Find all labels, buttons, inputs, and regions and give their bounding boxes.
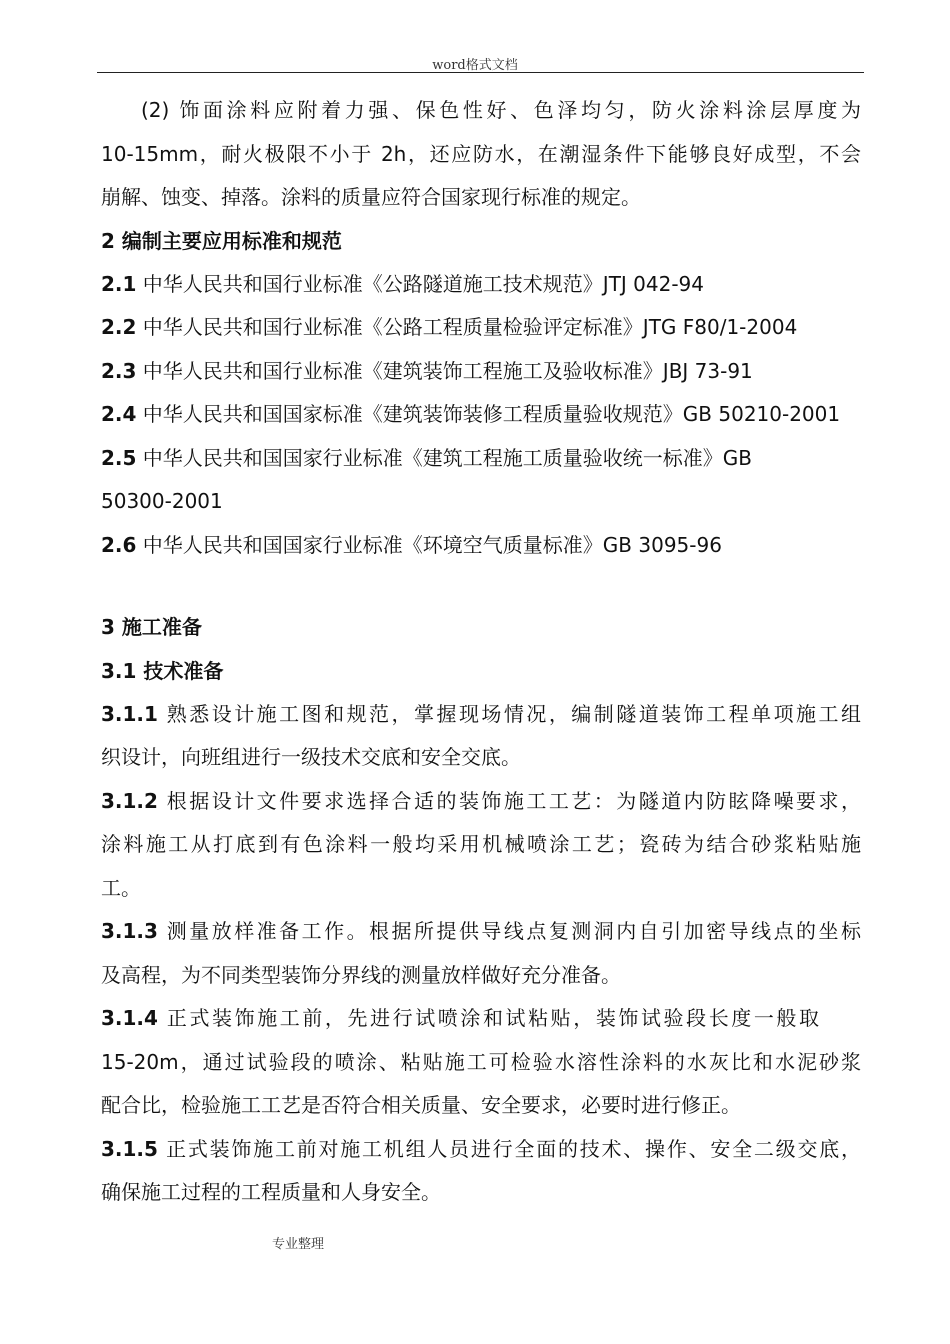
clause-text: 测量放样准备工作。根据所提供导线点复测洞内自引加密导线点的坐标 bbox=[157, 919, 861, 943]
page-header: word格式文档 bbox=[432, 58, 518, 73]
item-number: 2.5 bbox=[101, 446, 137, 470]
clause-line bbox=[101, 1134, 861, 1164]
clause-line: 工。 bbox=[101, 876, 141, 900]
clause-line bbox=[101, 916, 861, 946]
clause-number: 3.1.2 bbox=[101, 789, 158, 813]
clause-line: 涂料施工从打底到有色涂料一般均采用机械喷涂工艺；瓷砖为结合砂浆粘贴施 bbox=[101, 832, 861, 856]
clause-line: 配合比，检验施工工艺是否符合相关质量、安全要求，必要时进行修正。 bbox=[101, 1093, 741, 1117]
clause-line: 织设计，向班组进行一级技术交底和安全交底。 bbox=[101, 745, 521, 769]
item-text: 中华人民共和国国家行业标准《建筑工程施工质量验收统一标准》GB bbox=[136, 446, 753, 470]
standard-item-continued: 50300-2001 bbox=[101, 489, 223, 513]
section-heading: 2 编制主要应用标准和规范 bbox=[101, 229, 342, 253]
standard-item bbox=[101, 269, 704, 299]
standard-item bbox=[101, 356, 753, 386]
clause-number: 3.1.3 bbox=[101, 919, 158, 943]
standard-item bbox=[101, 312, 797, 342]
standard-item bbox=[101, 530, 722, 560]
item-text: 中华人民共和国行业标准《公路工程质量检验评定标准》JTG F80/1-2004 bbox=[136, 315, 798, 339]
body-line: 崩解、蚀变、掉落。涂料的质量应符合国家现行标准的规定。 bbox=[101, 185, 641, 209]
clause-line bbox=[101, 1003, 819, 1033]
clause-text: 正式装饰施工前，先进行试喷涂和试粘贴，装饰试验段长度一般取 bbox=[157, 1006, 819, 1030]
header-rule bbox=[97, 72, 864, 73]
item-number: 2.4 bbox=[101, 402, 137, 426]
clause-line bbox=[101, 699, 861, 729]
body-line: 10-15mm，耐火极限不小于 2h，还应防水，在潮湿条件下能够良好成型，不会 bbox=[101, 142, 861, 166]
standard-item bbox=[101, 443, 752, 473]
subsection-heading: 3.1 技术准备 bbox=[101, 659, 224, 683]
clause-line: 15-20m，通过试验段的喷涂、粘贴施工可检验水溶性涂料的水灰比和水泥砂浆 bbox=[101, 1050, 861, 1074]
item-number: 2.2 bbox=[101, 315, 137, 339]
item-text: 中华人民共和国国家标准《建筑装饰装修工程质量验收规范》GB 50210-2001 bbox=[136, 402, 841, 426]
clause-line bbox=[101, 786, 861, 816]
item-text: 中华人民共和国行业标准《建筑装饰工程施工及验收标准》JBJ 73-91 bbox=[136, 359, 753, 383]
clause-number: 3.1.5 bbox=[101, 1137, 158, 1161]
item-text: 中华人民共和国行业标准《公路隧道施工技术规范》JTJ 042-94 bbox=[136, 272, 705, 296]
standard-item bbox=[101, 399, 840, 429]
clause-text: 根据设计文件要求选择合适的装饰施工工艺：为隧道内防眩降噪要求， bbox=[157, 789, 861, 813]
body-line: (2) 饰面涂料应附着力强、保色性好、色泽均匀，防火涂料涂层厚度为 bbox=[141, 98, 861, 122]
clause-line: 确保施工过程的工程质量和人身安全。 bbox=[101, 1180, 441, 1204]
clause-text: 熟悉设计施工图和规范，掌握现场情况，编制隧道装饰工程单项施工组 bbox=[157, 702, 861, 726]
item-text: 中华人民共和国国家行业标准《环境空气质量标准》GB 3095-96 bbox=[136, 533, 722, 557]
page-footer: 专业整理 bbox=[272, 1237, 325, 1252]
item-number: 2.3 bbox=[101, 359, 137, 383]
clause-line: 及高程，为不同类型装饰分界线的测量放样做好充分准备。 bbox=[101, 963, 621, 987]
clause-text: 正式装饰施工前对施工机组人员进行全面的技术、操作、安全二级交底， bbox=[157, 1137, 861, 1161]
item-number: 2.6 bbox=[101, 533, 137, 557]
item-number: 2.1 bbox=[101, 272, 137, 296]
section-heading: 3 施工准备 bbox=[101, 615, 202, 639]
clause-number: 3.1.1 bbox=[101, 702, 158, 726]
clause-number: 3.1.4 bbox=[101, 1006, 158, 1030]
